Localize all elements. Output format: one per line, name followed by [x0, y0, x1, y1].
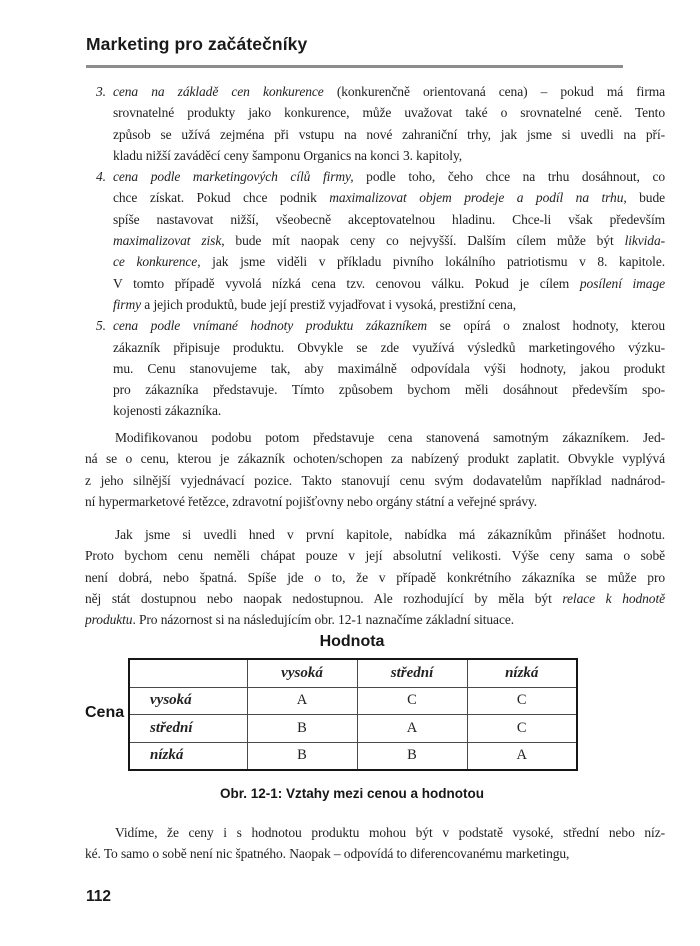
- page-number: 112: [86, 888, 112, 905]
- table-corner-cell: [129, 659, 247, 687]
- text-run: pro zákazníka představuje. Tímto způsobem bychom měli dosáhnout především spo-: [113, 382, 665, 398]
- text-line: [85, 448, 665, 469]
- text-line: [113, 358, 665, 379]
- text-line: [113, 81, 665, 102]
- text-run: Modifikovanou podobu potom představuje cena stanovená samotným zákazníkem. Jed-: [115, 430, 665, 445]
- text-run: spíše nastavovat nižší, všeobecně akceptovatelnou hladinu. Chce-li však především: [113, 211, 665, 227]
- row-label-cell: vysoká: [129, 687, 247, 715]
- text-run: kojenosti zákazníka.: [113, 403, 222, 419]
- text-run: způsob se užívá zejména při vstupu na nové zahraniční trhy, jak jsme si uvedli na pří-: [113, 126, 665, 142]
- text-line: [113, 294, 665, 315]
- text-line: [85, 588, 665, 609]
- value-cell: B: [357, 742, 467, 770]
- row-label-cell: střední: [129, 715, 247, 743]
- text-run: kladu nižší zaváděcí ceny šamponu Organics na konci 3. kapitoly,: [113, 147, 462, 163]
- table-header-cell: vysoká: [247, 659, 357, 687]
- price-value-matrix-body: [129, 659, 577, 770]
- price-value-matrix-table: [128, 658, 578, 771]
- text-run-italic: cena na základě cen konkurence: [113, 84, 324, 99]
- text-run-italic: cena podle marketingových cílů firmy,: [113, 169, 354, 185]
- text-run: chce získat. Pokud chce podnik: [113, 190, 330, 206]
- text-run-italic: likvida-: [624, 233, 665, 249]
- table-row: [129, 742, 577, 770]
- figure-axis-label-hodnota: Hodnota: [319, 633, 385, 650]
- text-run: , bude: [623, 190, 665, 206]
- text-line: [85, 843, 665, 864]
- figure-axis-label-cena: Cena: [85, 704, 125, 721]
- row-label-cell: nízká: [129, 742, 247, 770]
- text-line: [85, 545, 665, 566]
- text-run: . Pro názornost si na následujícím obr. 12-1 naznačíme základní situace.: [132, 612, 515, 628]
- text-line: [113, 315, 665, 336]
- text-line: [85, 524, 665, 545]
- text-run: , jak jsme viděli v příkladu pivního lokálního patriotismu v 8. kapitole.: [197, 254, 665, 270]
- text-run: něj stát dostupnou nebo naopak nedostupnou. Ale rozhodující by měla být: [85, 590, 563, 606]
- text-run: ké. To samo o sobě není nic špatného. Naopak – odpovídá to diferencovanému marketingu,: [85, 846, 570, 862]
- text-line: [85, 470, 665, 491]
- text-run-italic: posílení image: [579, 275, 665, 291]
- text-line: [85, 822, 665, 843]
- text-run-italic: ce konkurence: [113, 254, 198, 270]
- text-run-italic: produktu: [85, 612, 133, 628]
- ordered-list: [85, 81, 665, 422]
- text-run-italic: maximalizovat zisk: [113, 233, 222, 249]
- list-item: [85, 81, 665, 166]
- text-run-italic: relace k hodnotě: [562, 590, 665, 606]
- paragraph: [85, 524, 665, 630]
- list-item-number: 5.: [96, 318, 106, 334]
- text-line: [113, 251, 665, 272]
- text-line: [113, 400, 665, 421]
- text-run: ní hypermarketové řetězce, zdravotní pojišťovny nebo orgány státní a veřejné správy.: [85, 493, 538, 509]
- text-run: Jak jsme si uvedli hned v první kapitole, nabídka má zákazníkům přinášet hodnotu.: [115, 527, 665, 542]
- value-cell: A: [467, 742, 577, 770]
- value-cell: C: [357, 687, 467, 715]
- text-run-italic: cena podle vnímané hodnoty produktu zákazníkem: [113, 318, 428, 334]
- list-item: [85, 315, 665, 421]
- value-cell: B: [247, 742, 357, 770]
- text-run-italic: firmy: [113, 296, 141, 312]
- text-line: [113, 102, 665, 123]
- list-item-number: 4.: [96, 169, 106, 185]
- table-header-cell: nízká: [467, 659, 577, 687]
- text-run: Proto bychom cenu neměli chápat pouze v její absolutní velikosti. Výše ceny sama o sobě: [85, 548, 665, 564]
- text-run: zákazník připisuje produktu. Obvykle se zde využívá výsledků marketingového výzku-: [113, 339, 665, 355]
- table-row: [129, 715, 577, 743]
- value-cell: A: [357, 715, 467, 743]
- running-header-title: Marketing pro začátečníky: [86, 34, 308, 54]
- value-cell: B: [247, 715, 357, 743]
- text-run-italic: maximalizovat objem prodeje a podíl na trhu: [329, 190, 624, 206]
- text-line: [85, 567, 665, 588]
- text-line: [113, 166, 665, 187]
- text-run: ná se o cenu, kterou je zákazník ochoten/schopen za nabízený produkt zaplatit. Obvykle vyplývá: [85, 451, 665, 467]
- list-item-number: 3.: [96, 84, 106, 99]
- header-rule-divider: [86, 65, 623, 68]
- figure-caption: Obr. 12-1: Vztahy mezi cenou a hodnotou: [219, 786, 485, 801]
- text-line: [113, 337, 665, 358]
- paragraph: [85, 427, 665, 512]
- text-line: [113, 230, 665, 251]
- text-line: [113, 145, 665, 166]
- text-line: [113, 273, 665, 294]
- text-line: [85, 609, 665, 630]
- text-run: není dobrá, nebo špatná. Spíše jde o to, že v případě konkrétního zákazníka se může pro: [85, 569, 665, 585]
- text-run: podle toho, čeho chce na trhu dosáhnout, co: [353, 169, 665, 185]
- text-line: [85, 427, 665, 448]
- table-row: [129, 687, 577, 715]
- text-run: se opírá o znalost hodnoty, kterou: [427, 318, 665, 334]
- text-line: [85, 491, 665, 512]
- text-run: Vidíme, že ceny i s hodnotou produktu mohou být v podstatě vysoké, střední nebo níz-: [115, 825, 665, 840]
- text-line: [113, 379, 665, 400]
- text-run: z jeho silnější vyjednávací pozice. Takto stanovují cenu svým dodavatelům například nadnárod-: [85, 472, 665, 488]
- table-header-row: [129, 659, 577, 687]
- list-item: [85, 166, 665, 315]
- text-run: a jejich produktů, bude její prestiž vyjadřovat i vysoká, prestižní cena,: [141, 296, 516, 312]
- value-cell: A: [247, 687, 357, 715]
- text-run: mu. Cenu stanovujeme tak, aby maximálně odpovídala výši hodnoty, jakou produkt: [113, 360, 665, 376]
- value-cell: C: [467, 687, 577, 715]
- text-run: , bude mít naopak ceny co nejvyšší. Dalším cílem může být: [221, 233, 625, 249]
- text-run: srovnatelné produkty jako konkurence, může uvažovat také o srovnatelné ceně. Tento: [113, 105, 665, 121]
- text-line: [113, 124, 665, 145]
- paragraph: [85, 822, 665, 865]
- text-line: [113, 209, 665, 230]
- value-cell: C: [467, 715, 577, 743]
- text-run: V tomto případě vyvolá nízká cena tzv. cenovou válku. Pokud je cílem: [113, 275, 580, 291]
- text-line: [113, 187, 665, 208]
- text-run: (konkurenčně orientovaná cena) – pokud má firma: [323, 84, 665, 99]
- table-header-cell: střední: [357, 659, 467, 687]
